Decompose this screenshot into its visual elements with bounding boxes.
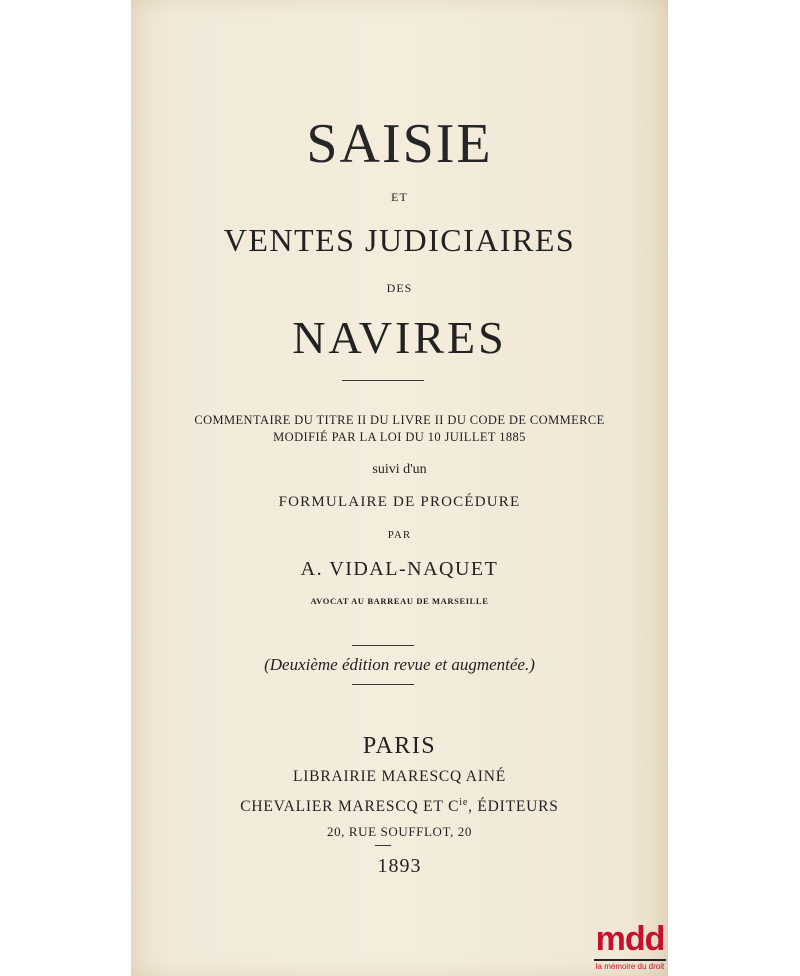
publisher-line-2 bbox=[131, 797, 668, 816]
title-page bbox=[131, 0, 668, 976]
subtitle-line-2: MODIFIÉ PAR LA LOI DU 10 JUILLET 1885 bbox=[273, 430, 526, 444]
publication-year: 1893 bbox=[377, 855, 422, 877]
publisher-line-2-pre: CHEVALIER MARESCQ ET C bbox=[240, 798, 460, 816]
author-role: AVOCAT AU BARREAU DE MARSEILLE bbox=[310, 596, 489, 606]
mdd-logo bbox=[590, 920, 670, 976]
suivi-text: suivi d'un bbox=[372, 462, 427, 477]
formulaire-heading: FORMULAIRE DE PROCÉDURE bbox=[278, 494, 521, 510]
publisher-line-2-sup: ie bbox=[459, 797, 469, 808]
publisher-address: 20, RUE SOUFFLOT, 20 bbox=[326, 824, 473, 839]
divider-rule bbox=[342, 380, 424, 381]
author-name: A. VIDAL-NAQUET bbox=[300, 558, 499, 580]
divider-rule bbox=[352, 684, 414, 685]
title-line-ventes: VENTES JUDICIAIRES bbox=[223, 222, 576, 258]
subtitle-line-1: COMMENTAIRE DU TITRE II DU LIVRE II DU CODE DE COMMERCE bbox=[194, 413, 605, 427]
divider-rule bbox=[375, 845, 391, 846]
connector-des: DES bbox=[386, 281, 413, 295]
publisher-line-1: LIBRAIRIE MARESCQ AINÉ bbox=[292, 768, 507, 785]
title-line-saisie: SAISIE bbox=[306, 113, 493, 175]
edition-note: (Deuxième édition revue et augmentée.) bbox=[264, 655, 535, 674]
divider-rule bbox=[352, 645, 414, 646]
publisher-line-2-post: , ÉDITEURS bbox=[468, 798, 559, 816]
par-text: PAR bbox=[387, 529, 412, 541]
mdd-logo-letters: mdd bbox=[595, 920, 665, 958]
mdd-logo-bar bbox=[594, 959, 666, 961]
connector-et: ET bbox=[391, 190, 408, 204]
mdd-logo-tagline: la mémoire du droit bbox=[595, 962, 665, 971]
title-line-navires: NAVIRES bbox=[292, 312, 507, 363]
city: PARIS bbox=[362, 733, 437, 759]
